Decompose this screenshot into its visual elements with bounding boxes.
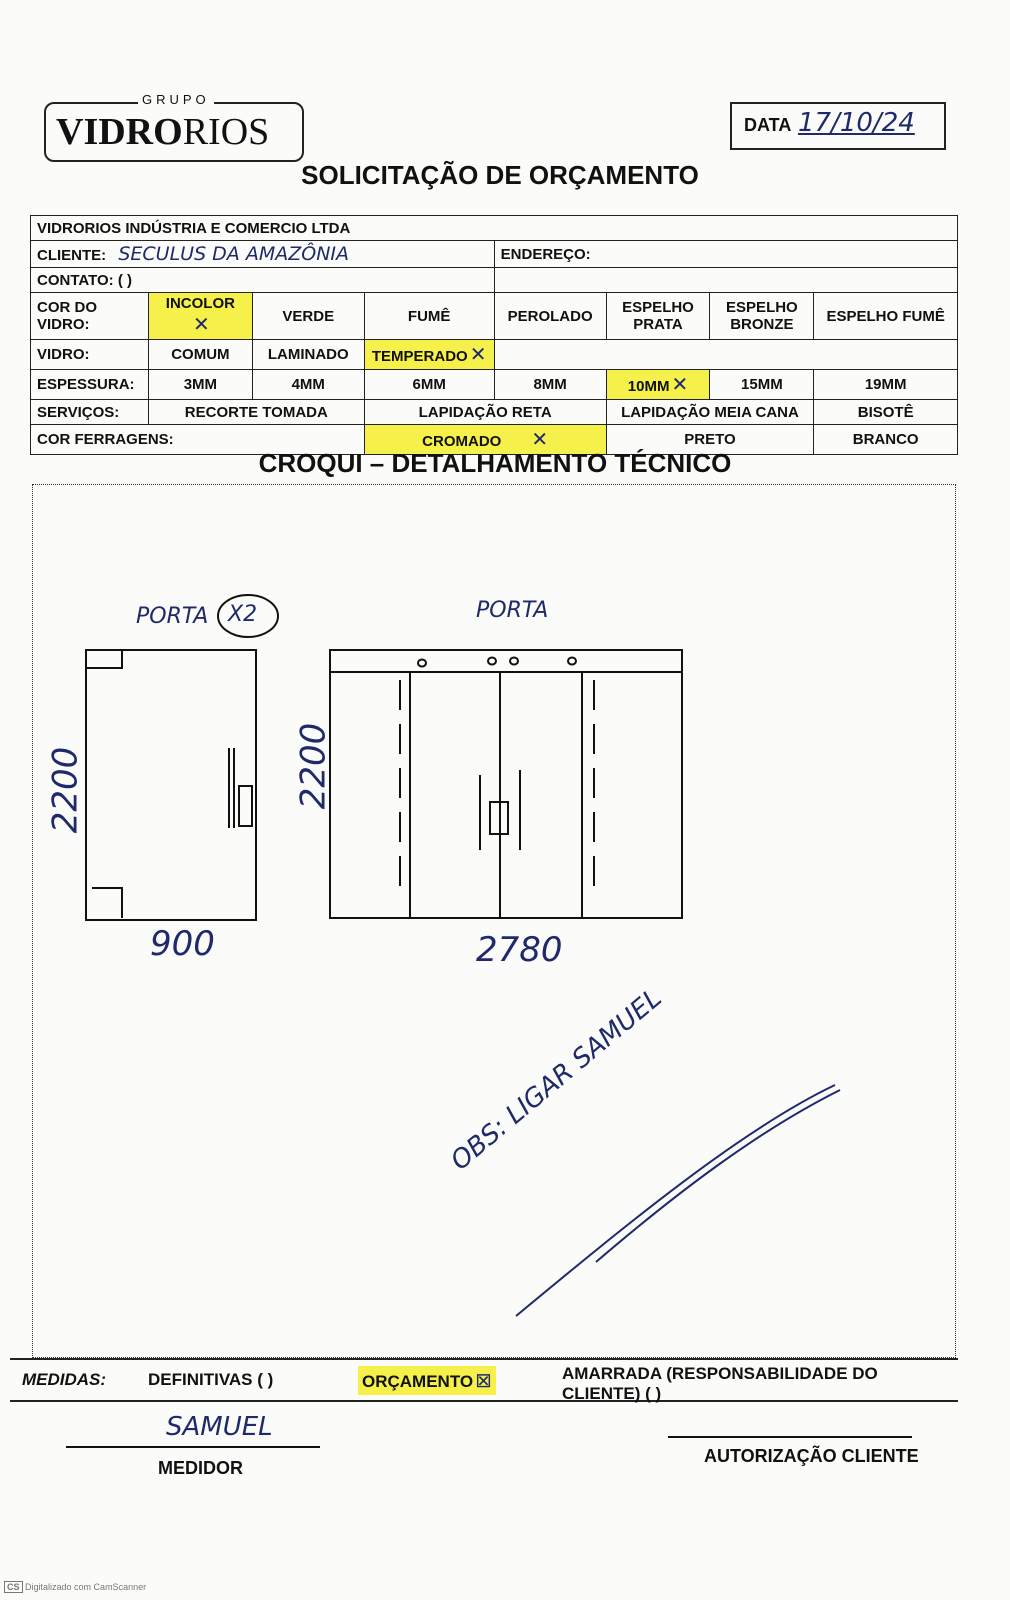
left-door-label: PORTA — [136, 604, 209, 629]
option-4mm: 4MM — [252, 370, 364, 400]
medidor-signature-line — [66, 1446, 320, 1448]
right-door-label: PORTA — [476, 598, 549, 623]
option-perolado: PEROLADO — [494, 293, 606, 340]
medidas-label: MEDIDAS: — [22, 1370, 107, 1389]
observation-note: OBS: LIGAR SAMUEL — [445, 983, 668, 1177]
right-door-frame — [330, 650, 682, 918]
cliente-value: SECULUS DA AMAZÔNIA — [118, 243, 350, 265]
option-incolor: INCOLOR ✕ — [148, 293, 252, 340]
definitivas-option: DEFINITIVAS ( ) — [148, 1370, 274, 1389]
option-preto: PRETO — [606, 425, 814, 455]
croqui-title: CROQUI – DETALHAMENTO TÉCNICO — [258, 448, 732, 478]
selection-x-mark: ✕ — [469, 344, 487, 366]
option-3mm: 3MM — [148, 370, 252, 400]
option-15mm: 15MM — [710, 370, 814, 400]
camscanner-icon: CS — [4, 1581, 23, 1593]
option-laminado: LAMINADO — [252, 340, 364, 370]
logo-brand-bold: VIDRO — [56, 111, 183, 153]
pivot-hole — [510, 658, 518, 665]
option-lapidacao-reta: LAPIDAÇÃO RETA — [364, 400, 606, 425]
cliente-label: CLIENTE: — [37, 247, 107, 264]
right-door-width: 2780 — [476, 930, 563, 970]
selection-x-mark: ✕ — [193, 314, 210, 336]
left-door-height: 2200 — [45, 746, 86, 834]
left-door-qty: X2 — [228, 602, 258, 627]
selection-x-mark: ✕ — [531, 429, 549, 451]
option-temperado: TEMPERADO ✕ — [364, 340, 494, 370]
contato-label: CONTATO: ( ) — [31, 268, 495, 293]
scanner-text: Digitalizado com CamScanner — [25, 1582, 147, 1592]
scanner-watermark — [4, 1582, 146, 1592]
date-value: 17/10/24 — [798, 108, 915, 138]
option-cromado: CROMADO ✕ — [364, 425, 606, 455]
medidas-bar — [10, 1358, 958, 1402]
left-door-width: 900 — [150, 924, 215, 964]
date-label: DATA — [744, 115, 792, 135]
option-bisote: BISOTÊ — [814, 400, 958, 425]
ferragens-label: COR FERRAGENS: — [31, 425, 365, 455]
option-comum: COMUM — [148, 340, 252, 370]
option-espelho-fume: ESPELHO FUMÊ — [814, 293, 958, 340]
option-espelho-prata: ESPELHO PRATA — [606, 293, 710, 340]
option-espelho-bronze: ESPELHO BRONZE — [710, 293, 814, 340]
option-6mm: 6MM — [364, 370, 494, 400]
note-arrow-stroke — [596, 1090, 840, 1262]
medidor-signature: SAMUEL — [166, 1412, 273, 1442]
option-19mm: 19MM — [814, 370, 958, 400]
pivot-hole — [418, 660, 426, 667]
option-lapidacao-meia-cana: LAPIDAÇÃO MEIA CANA — [606, 400, 814, 425]
cor-vidro-label: COR DO VIDRO: — [31, 293, 149, 340]
servicos-label: SERVIÇOS: — [31, 400, 149, 425]
autorizacao-signature-line — [668, 1436, 912, 1438]
company-name: VIDRORIOS INDÚSTRIA E COMERCIO LTDA — [31, 216, 958, 241]
left-door-outline — [86, 650, 256, 920]
amarrada-option: AMARRADA (RESPONSABILIDADE DO CLIENTE) ( ) — [562, 1364, 878, 1403]
option-verde: VERDE — [252, 293, 364, 340]
logo-brand-light: RIOS — [182, 111, 270, 153]
medidor-label: MEDIDOR — [158, 1458, 243, 1478]
left-door-hinge-bottom — [92, 888, 122, 918]
espessura-label: ESPESSURA: — [31, 370, 149, 400]
option-fume: FUMÊ — [364, 293, 494, 340]
option-10mm: 10MM ✕ — [606, 370, 710, 400]
pivot-hole — [568, 658, 576, 665]
selection-x-mark: ✕ — [671, 374, 689, 396]
right-door-height: 2200 — [293, 722, 334, 810]
page-title: SOLICITAÇÃO DE ORÇAMENTO — [301, 160, 699, 190]
left-door-lock — [239, 786, 252, 826]
option-8mm: 8MM — [494, 370, 606, 400]
vidro-label: VIDRO: — [31, 340, 149, 370]
endereco-label: ENDEREÇO: — [494, 241, 957, 268]
pivot-hole — [488, 658, 496, 665]
autorizacao-label: AUTORIZAÇÃO CLIENTE — [704, 1446, 919, 1466]
left-door-hinge-top — [86, 650, 122, 668]
logo-grupo: GRUPO — [138, 92, 214, 107]
option-recorte-tomada: RECORTE TOMADA — [148, 400, 364, 425]
selection-x-mark: ⊠ — [475, 1370, 492, 1392]
orcamento-option: ORÇAMENTO ⊠ — [358, 1366, 496, 1395]
option-branco: BRANCO — [814, 425, 958, 455]
